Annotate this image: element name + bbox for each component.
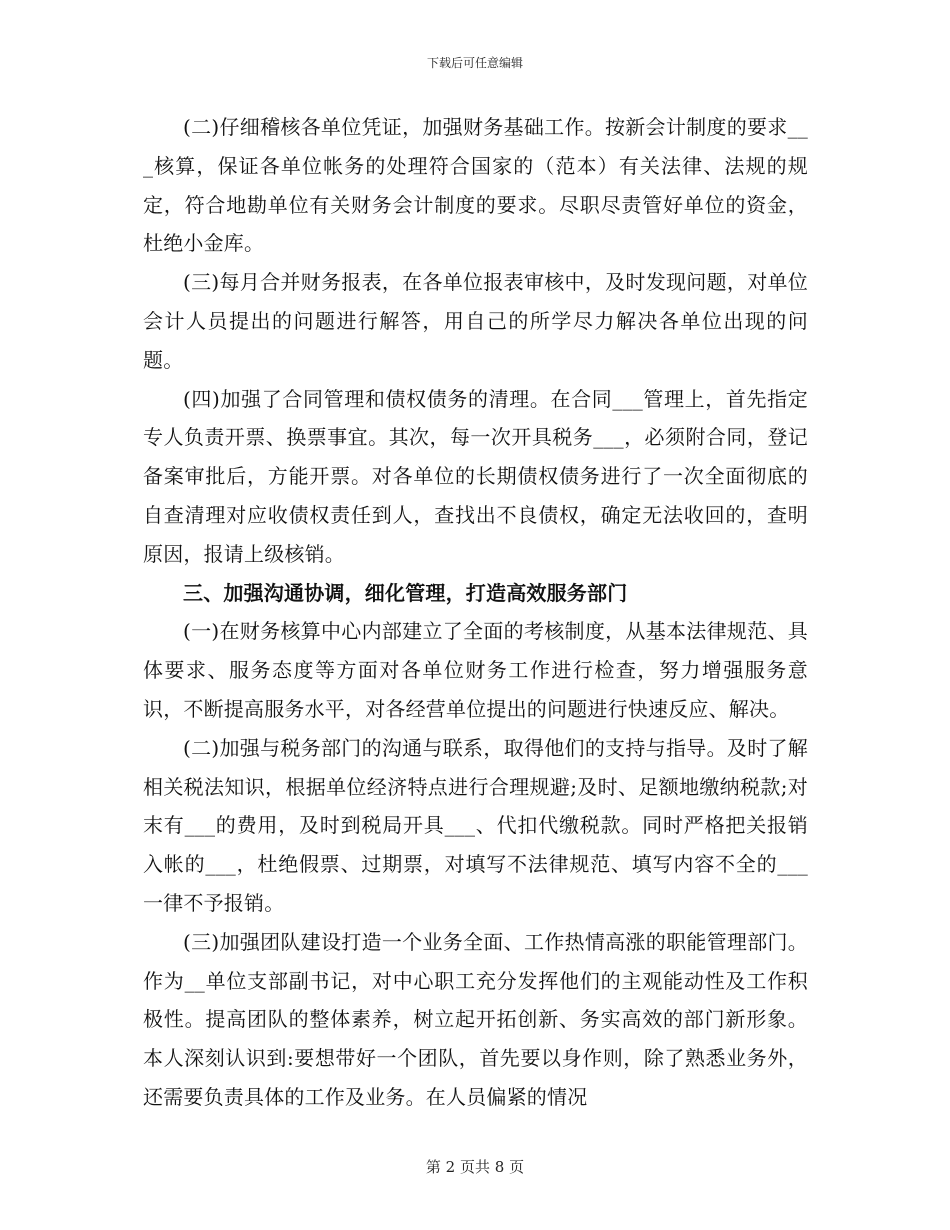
- page-number-footer: 第 2 页共 8 页: [425, 1158, 525, 1176]
- paragraph-2-verify-vouchers: (二)仔细稽核各单位凭证，加强财务基础工作。按新会计制度的要求___核算，保证各单位帐务的处理符合国家的（范本）有关法律、法规的规定，符合地勘单位有关财务会计制度的要求。尽职尽责管好单位的资金，杜绝小金库。: [143, 115, 808, 256]
- paragraph-1-assessment-system: (一)在财务核算中心内部建立了全面的考核制度，从基本法律规范、具体要求、服务态度等方面对各单位财务工作进行检查，努力增强服务意识，不断提高服务水平，对各经营单位提出的问题进行快速反应、解决。: [143, 619, 808, 721]
- paragraph-3-monthly-reports: (三)每月合并财务报表，在各单位报表审核中，及时发现问题，对单位会计人员提出的问题进行解答，用自己的所学尽力解决各单位出现的问题。: [143, 270, 808, 372]
- page-header: 下载后可任意编辑: [426, 56, 523, 70]
- section-heading-three: 三、加强沟通协调，细化管理，打造高效服务部门: [183, 580, 628, 605]
- document-body: [143, 108, 808, 1117]
- paragraph-4-contract-management: (四)加强了合同管理和债权债务的清理。在合同___管理上，首先指定专人负责开票、换票事宜。其次，每一次开具税务___，必须附合同，登记备案审批后，方能开票。对各单位的长期债权债务进行了一次全面彻底的自查清理对应收债权责任到人，查找出不良债权，确定无法收回的，查明原因，报请上级核销。: [143, 386, 808, 566]
- paragraph-2-tax-communication: (二)加强与税务部门的沟通与联系，取得他们的支持与指导。及时了解相关税法知识，根据单位经济特点进行合理规避;及时、足额地缴纳税款;对末有___的费用，及时到税局开具___、代扣代缴税款。同时严格把关报销入帐的___，杜绝假票、过期票，对填写不法律规范、填写内容不全的___一律不予报销。: [143, 735, 808, 915]
- paragraph-3-team-building: (三)加强团队建设打造一个业务全面、工作热情高涨的职能管理部门。作为__单位支部副书记，对中心职工充分发挥他们的主观能动性及工作积极性。提高团队的整体素养，树立起开拓创新、务实高效的部门新形象。本人深刻认识到:要想带好一个团队，首先要以身作则，除了熟悉业务外，还需要负责具体的工作及业务。在人员偏紧的情况: [143, 929, 808, 1109]
